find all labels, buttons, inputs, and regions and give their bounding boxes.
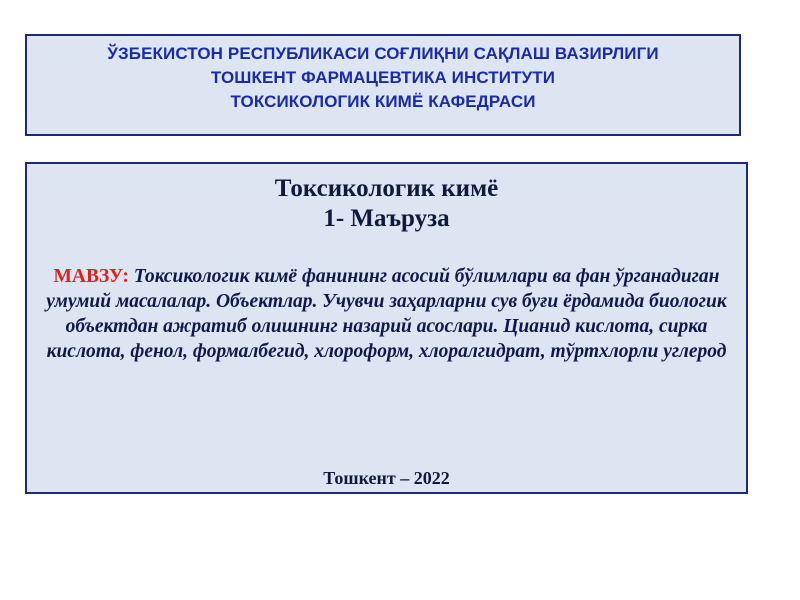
lecture-info-box [25,162,748,494]
city-year: Тошкент – 2022 [323,468,450,488]
lecture-topic [37,264,736,364]
topic-label: МАВЗУ: [53,266,129,287]
institute-name: ТОШКЕНТ ФАРМАЦЕВТИКА ИНСТИТУТИ [210,68,556,87]
department-name: ТОКСИКОЛОГИК КИМЁ КАФЕДРАСИ [230,92,536,111]
ministry-name: ЎЗБЕКИСТОН РЕСПУБЛИКАСИ СОҒЛИҚНИ САҚЛАШ ВАЗИРЛИГИ [107,44,659,63]
institution-header [25,34,741,136]
lecture-number: 1- Маъруза [323,205,450,232]
topic-text: Токсикологик кимё фанининг асосий бўлимлари ва фан ўрганадиган умумий масалалар. Объектлар. Учувчи заҳарларни сув буғи ёрдамида биологик объектдан ажратиб олишнинг назарий асослари. Цианид кислота, сирка кислота, фенол, формалбегид, хлороформ, хлоралгидрат, тўртхлорли углерод [46,266,727,362]
subject-title: Токсикологик кимё [274,175,499,202]
